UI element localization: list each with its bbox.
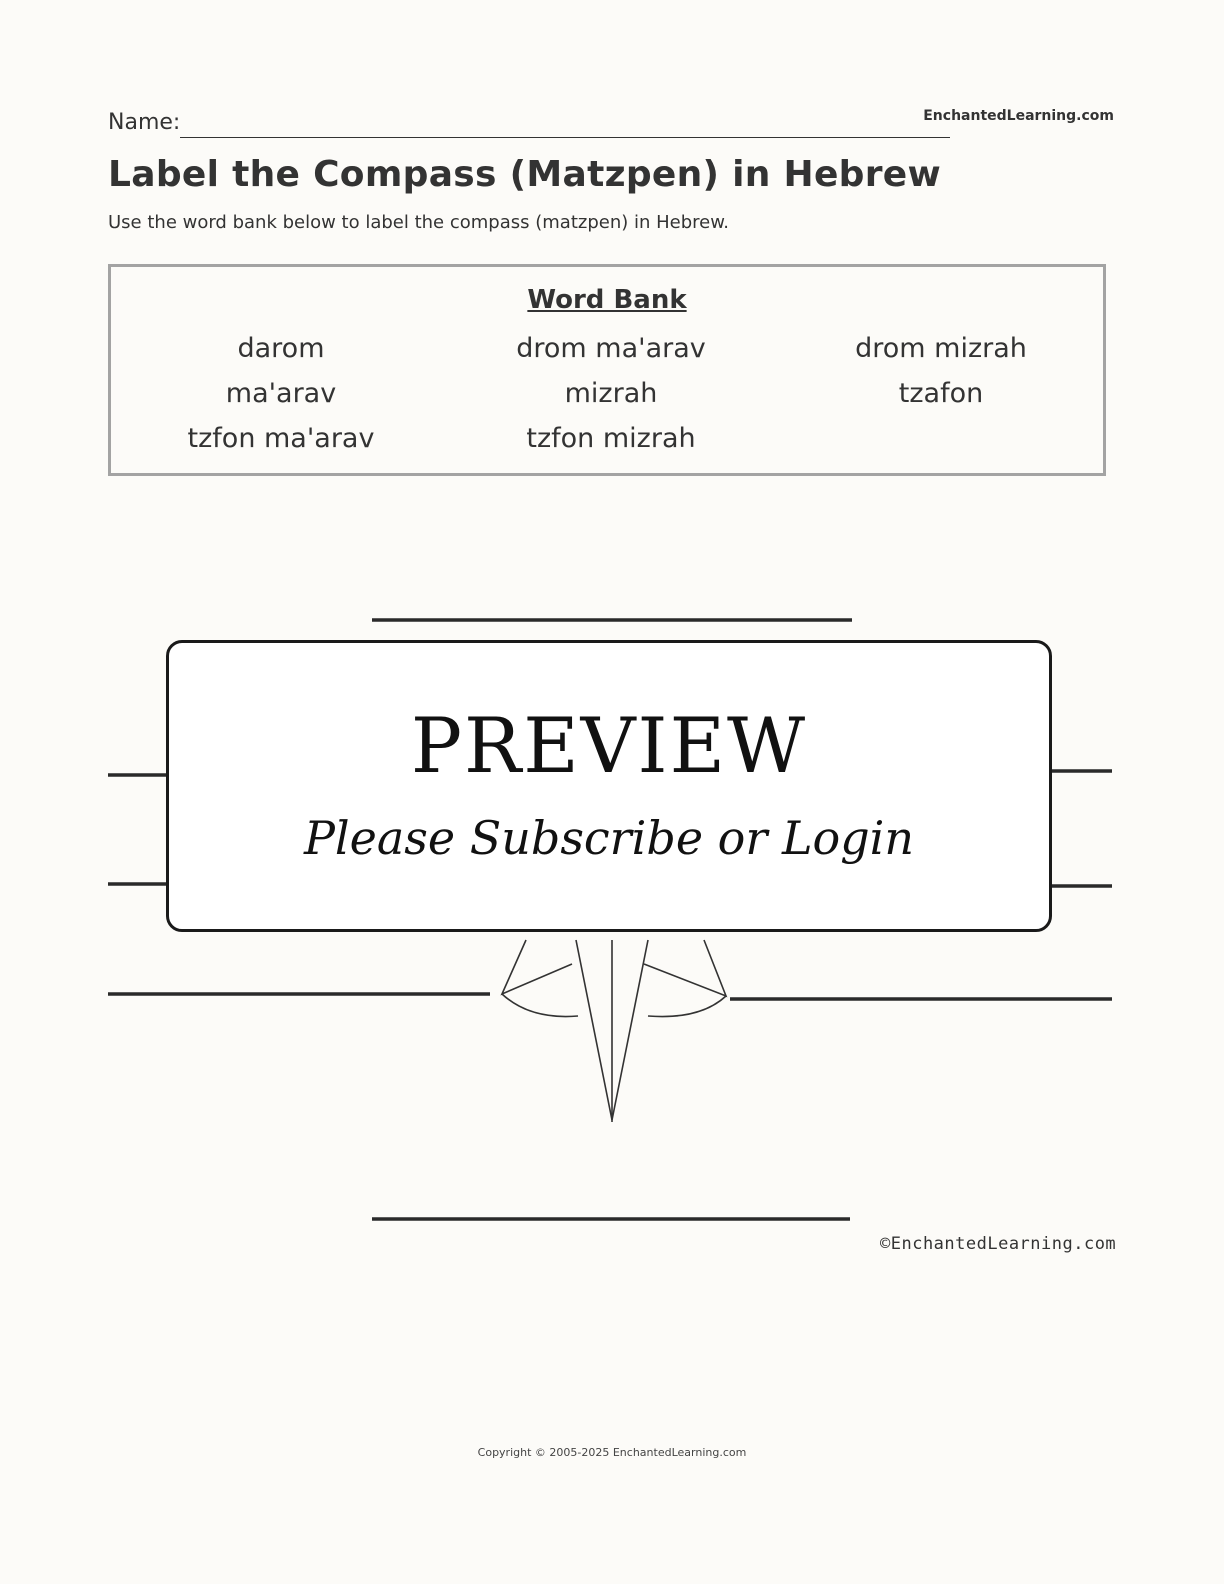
subscribe-login-link[interactable]: Please Subscribe or Login (303, 811, 915, 865)
word-bank-item: drom mizrah (855, 333, 1027, 364)
word-bank-item: tzfon mizrah (526, 423, 696, 454)
art-copyright-credit: ©EnchantedLearning.com (880, 1234, 1117, 1254)
word-bank-item: tzfon ma'arav (187, 423, 375, 454)
word-bank-item: mizrah (564, 378, 658, 409)
instructions-text: Use the word bank below to label the compass (matzpen) in Hebrew. (108, 212, 730, 233)
word-bank-item: drom ma'arav (516, 333, 706, 364)
brand-logo-text[interactable]: EnchantedLearning.com (923, 108, 1114, 124)
compass-rose-icon (502, 940, 726, 1122)
word-bank-title: Word Bank (527, 285, 687, 315)
word-bank-box (108, 264, 1106, 476)
word-bank-item: ma'arav (225, 378, 337, 409)
preview-title: PREVIEW (410, 701, 808, 790)
preview-overlay[interactable] (166, 640, 1052, 932)
word-bank-grid (116, 329, 1106, 464)
name-label: Name: (108, 110, 181, 135)
word-bank-item: tzafon (898, 378, 984, 409)
footer-copyright: Copyright © 2005-2025 EnchantedLearning.com (477, 1446, 747, 1459)
name-blank-line[interactable] (180, 137, 950, 138)
page-title: Label the Compass (Matzpen) in Hebrew (108, 154, 942, 195)
word-bank-item: darom (237, 333, 325, 364)
